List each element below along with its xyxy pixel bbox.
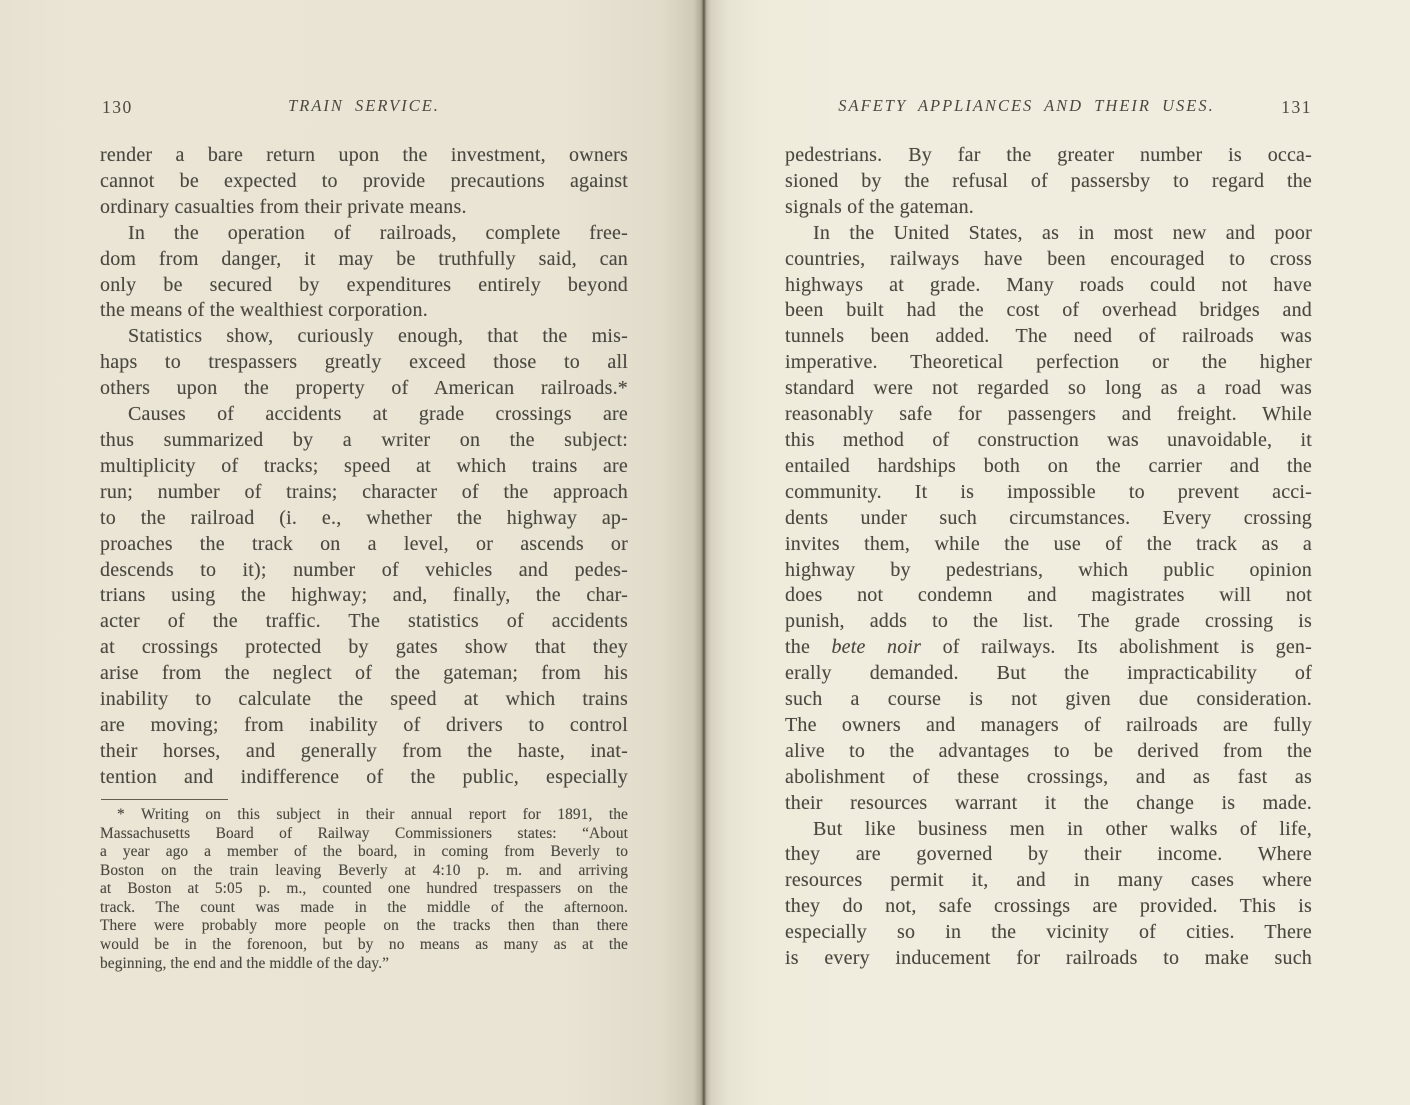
text-line: resources permit it, and in many cases where [785, 869, 1312, 892]
text-line: they are governed by their income. Where [785, 843, 1312, 866]
right-running-head: SAFETY APPLIANCES AND THEIR USES. [838, 96, 1215, 115]
text-line: highways at grade. Many roads could not have [785, 273, 1312, 296]
text-line: arise from the neglect of the gateman; from his [100, 662, 628, 685]
left-page [0, 0, 704, 1105]
text-line: a year ago a member of the board, in coming from Beverly to [100, 843, 628, 861]
right-page-body [785, 143, 1312, 972]
text-line: thus summarized by a writer on the subject: [100, 428, 628, 451]
text-line: render a bare return upon the investment, owners [100, 144, 628, 166]
text-line: There were probably more people on the tracks then than there [100, 917, 628, 935]
paragraph [785, 817, 1312, 972]
text-line: dom from danger, it may be truthfully said, can [100, 247, 628, 270]
text-line: tention and indifference of the public, especially [100, 765, 628, 788]
text-line: The owners and managers of railroads are fully [785, 713, 1312, 736]
text-line: only be secured by expenditures entirely beyond [100, 273, 628, 296]
text-line: punish, adds to the list. The grade crossing is [785, 610, 1312, 633]
text-line: Massachusetts Board of Railway Commissioners states: “About [100, 824, 628, 842]
text-line: run; number of trains; character of the approach [100, 480, 628, 503]
text-line: sioned by the refusal of passersby to regard the [785, 169, 1312, 192]
text-line: abolishment of these crossings, and as fast as [785, 765, 1312, 788]
text-line: But like business men in other walks of life, [813, 817, 1312, 840]
text-line: entailed hardships both on the carrier and the [785, 454, 1312, 477]
text-line: highway by pedestrians, which public opinion [785, 558, 1312, 581]
footnote-text [100, 806, 628, 973]
text-line: imperative. Theoretical perfection or the higher [785, 351, 1312, 374]
right-page-content [785, 96, 1312, 972]
right-page [704, 0, 1410, 1105]
text-line: at crossings protected by gates show that they [100, 636, 628, 659]
text-line: haps to trespassers greatly exceed those to all [100, 351, 628, 374]
text-line: community. It is impossible to prevent acci- [785, 480, 1312, 503]
left-page-footnote [100, 799, 628, 973]
text-line: Boston on the train leaving Beverly at 4:10 p. m. and arriving [100, 861, 628, 879]
text-line: invites them, while the use of the track as a [785, 532, 1312, 555]
left-page-body [100, 143, 628, 791]
text-line: proaches the track on a level, or ascends or [100, 532, 628, 555]
text-line: the bete noir of railways. Its abolishment is gen- [785, 636, 1312, 659]
text-line: this method of construction was unavoidable, it [785, 428, 1312, 451]
text-line: alive to the advantages to be derived from the [785, 739, 1312, 762]
book-gutter-shadow [701, 0, 707, 1105]
paragraph [785, 143, 1312, 221]
text-line: they do not, safe crossings are provided. This is [785, 895, 1312, 918]
text-line: such a course is not given due consideration. [785, 688, 1312, 711]
paragraph [100, 806, 628, 973]
text-line: track. The count was made in the middle of the afternoon. [100, 898, 628, 916]
text-line: dents under such circumstances. Every crossing [785, 506, 1312, 529]
text-line: does not condemn and magistrates will not [785, 584, 1312, 607]
text-line: been built had the cost of overhead bridges and [785, 299, 1312, 322]
footnote-rule [101, 799, 228, 801]
paragraph [100, 324, 628, 402]
text-line: acter of the traffic. The statistics of accidents [100, 610, 628, 633]
text-line: their horses, and generally from the haste, inat- [100, 739, 628, 762]
text-line: ordinary casualties from their private means. [100, 195, 467, 218]
text-line: pedestrians. By far the greater number is occa- [785, 144, 1312, 166]
left-running-head: TRAIN SERVICE. [288, 96, 440, 115]
text-line: trians using the highway; and, finally, the char- [100, 584, 628, 607]
text-line: signals of the gateman. [785, 195, 974, 218]
left-page-number: 130 [102, 97, 133, 117]
text-line: countries, railways have been encouraged to cross [785, 247, 1312, 270]
text-line: reasonably safe for passengers and freight. While [785, 403, 1312, 426]
paragraph [100, 221, 628, 325]
text-line: tunnels been added. The need of railroads was [785, 325, 1312, 348]
text-line: descends to it); number of vehicles and pedes- [100, 558, 628, 581]
text-line: In the United States, as in most new and poor [813, 221, 1312, 244]
text-line: are moving; from inability of drivers to control [100, 713, 628, 736]
text-line: cannot be expected to provide precautions against [100, 169, 628, 192]
right-page-number: 131 [1281, 97, 1312, 117]
text-line: to the railroad (i. e., whether the highway ap- [100, 506, 628, 529]
left-page-content [100, 96, 628, 973]
left-page-header [100, 96, 628, 122]
text-line: standard were not regarded so long as a road was [785, 377, 1312, 400]
text-line: In the operation of railroads, complete free- [128, 221, 628, 244]
text-line: Causes of accidents at grade crossings are [128, 403, 628, 426]
text-line: inability to calculate the speed at which trains [100, 688, 628, 711]
text-line: * Writing on this subject in their annual report for 1891, the [117, 806, 628, 824]
text-line: their resources warrant it the change is made. [785, 791, 1312, 814]
text-line: Statistics show, curiously enough, that the mis- [128, 325, 628, 348]
text-line: erally demanded. But the impracticability of [785, 662, 1312, 685]
paragraph [100, 143, 628, 221]
text-line: especially so in the vicinity of cities. There [785, 921, 1312, 944]
right-page-header [785, 96, 1312, 122]
text-line: beginning, the end and the middle of the day.” [100, 954, 390, 972]
text-line: others upon the property of American railroads.* [100, 377, 628, 400]
paragraph [785, 221, 1312, 817]
paragraph [100, 402, 628, 791]
text-line: would be in the forenoon, but by no means as many as at the [100, 935, 628, 953]
text-line: at Boston at 5:05 p. m., counted one hundred trespassers on the [100, 880, 628, 898]
text-line: multiplicity of tracks; speed at which trains are [100, 454, 628, 477]
text-line: the means of the wealthiest corporation. [100, 299, 428, 322]
text-line: is every inducement for railroads to make such [785, 947, 1312, 970]
